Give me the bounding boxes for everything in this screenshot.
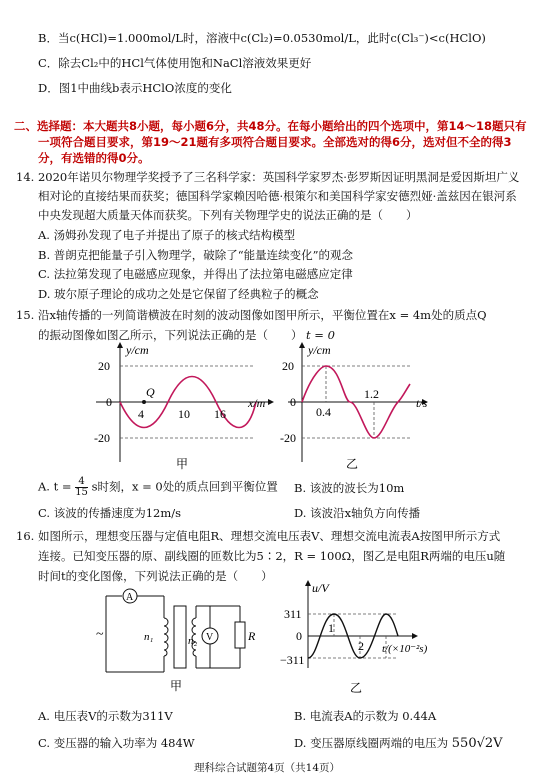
y-tick-pos: 20 bbox=[282, 359, 294, 373]
u-label: u/V bbox=[312, 581, 329, 595]
q15-option-a-prefix: A. t = bbox=[38, 479, 72, 494]
q15-option-a-fraction bbox=[75, 477, 88, 498]
figure-caption: 甲 bbox=[170, 679, 183, 693]
y-tick-neg: -20 bbox=[94, 431, 110, 445]
q15-option-c: C. 该波的传播速度为12m/s bbox=[38, 506, 182, 520]
t-label: t/s bbox=[416, 396, 428, 410]
prev-option-d: D．图1中曲线b表示HClO浓度的变化 bbox=[38, 81, 232, 95]
ac-source-icon: ~ bbox=[96, 627, 104, 642]
q16-stem-line1: 16. 如图所示，理想变压器与定值电阻R、理想交流电压表V、理想交流电流表A按图甲所示方式 bbox=[16, 529, 501, 543]
q15-vibration-graph bbox=[282, 340, 452, 470]
fraction-numerator: 4 bbox=[75, 477, 88, 488]
u-tick-zero: 0 bbox=[296, 629, 302, 643]
primary-coil bbox=[164, 618, 168, 656]
y-label: y/cm bbox=[308, 343, 331, 357]
section-heading bbox=[14, 118, 529, 166]
q16-stem-line3: 时间t的变化图像，下列说法正确的是（ ） bbox=[38, 569, 273, 583]
fraction-denominator: 15 bbox=[75, 487, 88, 498]
ammeter-label: A bbox=[126, 592, 134, 603]
q16-option-b: B. 电流表A的示数为 0.44A bbox=[294, 709, 437, 723]
q14-stem-line2: 相对论的直接结果而获奖；德国科学家赖因哈德·根策尔和美国科学家安德烈娅·盖兹因在银河系 bbox=[38, 189, 517, 203]
q14-option-a: A. 汤姆孙发现了电子并提出了原子的核式结构模型 bbox=[38, 228, 296, 242]
q16-option-d-text: D. 变压器原线圈两端的电压为 bbox=[294, 736, 449, 750]
u-tick-neg: −311 bbox=[280, 653, 305, 667]
q16-option-d-value: 550√2V bbox=[451, 736, 503, 751]
q16-option-c: C. 变压器的输入功率为 484W bbox=[38, 736, 195, 750]
q15-t0-label: t = 0 bbox=[306, 328, 335, 342]
section-heading-line3: 分，有选错的得0分。 bbox=[38, 151, 150, 165]
q16-voltage-graph bbox=[282, 580, 482, 698]
q14-stem-line3: 中央发现超大质量天体而获奖。下列有关物理学史的说法正确的是（ ） bbox=[38, 208, 418, 222]
t-label: t/(×10⁻²s) bbox=[382, 643, 428, 655]
q14-option-c: C. 法拉第发现了电磁感应现象，并得出了法拉第电磁感应定律 bbox=[38, 267, 353, 281]
transformer-core bbox=[174, 606, 186, 668]
point-q bbox=[142, 400, 146, 404]
x-label: x/m bbox=[248, 396, 266, 410]
x-tick-4: 4 bbox=[138, 407, 144, 421]
q16-stem-line2: 连接。已知变压器的原、副线圈的匝数比为5∶2，R = 100Ω，图乙是电阻R两端的电压u随 bbox=[38, 549, 506, 563]
y-axis-arrow-icon bbox=[117, 342, 123, 348]
x-axis-arrow-icon bbox=[268, 399, 274, 405]
n1-label: n₁ bbox=[144, 631, 154, 643]
q15-option-d: D. 该波沿x轴负方向传播 bbox=[294, 506, 421, 520]
y-axis-arrow-icon bbox=[299, 342, 305, 348]
q15-option-b: B. 该波的波长为10m bbox=[294, 481, 405, 495]
q14-option-b: B. 普朗克把能量子引入物理学，破除了“能量连续变化”的观念 bbox=[38, 248, 354, 262]
y-tick-neg: -20 bbox=[280, 431, 296, 445]
prev-option-c: C．除去Cl₂中的HCl气体使用饱和NaCl溶液效果更好 bbox=[38, 56, 312, 70]
q14-stem-line1: 14. 2020年诺贝尔物理学奖授予了三名科学家：英国科学家罗杰·彭罗斯因证明黑洞是爱因斯坦广义 bbox=[16, 170, 520, 184]
y-tick-pos: 20 bbox=[98, 359, 110, 373]
figure-caption: 乙 bbox=[350, 681, 363, 695]
t-tick-2: 2 bbox=[358, 639, 364, 653]
point-q-label: Q bbox=[146, 385, 155, 399]
u-axis-arrow-icon bbox=[305, 580, 311, 586]
prev-option-b: B．当c(HCl)=1.000mol/L时，溶液中c(Cl₂)=0.0530mol/L，此时c(Cl₃⁻)<c(HClO) bbox=[38, 31, 486, 45]
resistor-label: R bbox=[248, 629, 256, 643]
q16-option-a: A. 电压表V的示数为311V bbox=[38, 709, 173, 723]
section-heading-line1: 二、选择题：本大题共8小题，每小题6分，共48分。在每小题给出的四个选项中，第14～18题只有 bbox=[14, 119, 527, 133]
q16-circuit-diagram bbox=[92, 584, 262, 694]
q14-option-d: D. 玻尔原子理论的成功之处是它保留了经典粒子的概念 bbox=[38, 287, 319, 301]
y-label: y/cm bbox=[126, 343, 149, 357]
t-axis-arrow-icon bbox=[412, 633, 418, 639]
y-tick-zero: 0 bbox=[106, 395, 112, 409]
t-tick-1: 1 bbox=[328, 621, 334, 635]
voltmeter-label: V bbox=[206, 632, 214, 643]
u-tick-pos: 311 bbox=[284, 607, 302, 621]
figure-caption: 乙 bbox=[346, 457, 359, 471]
t-tick-0-4: 0.4 bbox=[316, 405, 331, 419]
q15-stem-line2: 的振动图像如图乙所示，下列说法正确的是（ ） bbox=[38, 328, 303, 342]
x-tick-16: 16 bbox=[214, 407, 226, 421]
q16-option-d bbox=[294, 735, 503, 752]
x-tick-10: 10 bbox=[178, 407, 190, 421]
q15-stem-line1: 15. 沿x轴传播的一列简谐横波在时刻的波动图像如图甲所示，平衡位置在x = 4m处的质点Q bbox=[16, 308, 487, 322]
q15-option-a bbox=[38, 477, 278, 498]
page-footer: 理科综合试题第4页（共14页） bbox=[194, 762, 341, 774]
resistor bbox=[235, 622, 245, 648]
figure-caption: 甲 bbox=[176, 457, 189, 471]
q15-wave-graph bbox=[80, 340, 280, 470]
t-tick-1-2: 1.2 bbox=[364, 387, 379, 401]
n2-label: n₂ bbox=[188, 635, 198, 647]
q15-option-a-suffix: s时刻，x = 0处的质点回到平衡位置 bbox=[91, 479, 278, 494]
y-tick-zero: 0 bbox=[290, 395, 296, 409]
section-heading-line2: 一项符合题目要求，第19～21题有多项符合题目要求。全部选对的得6分，选对但不全的得3 bbox=[38, 135, 512, 149]
